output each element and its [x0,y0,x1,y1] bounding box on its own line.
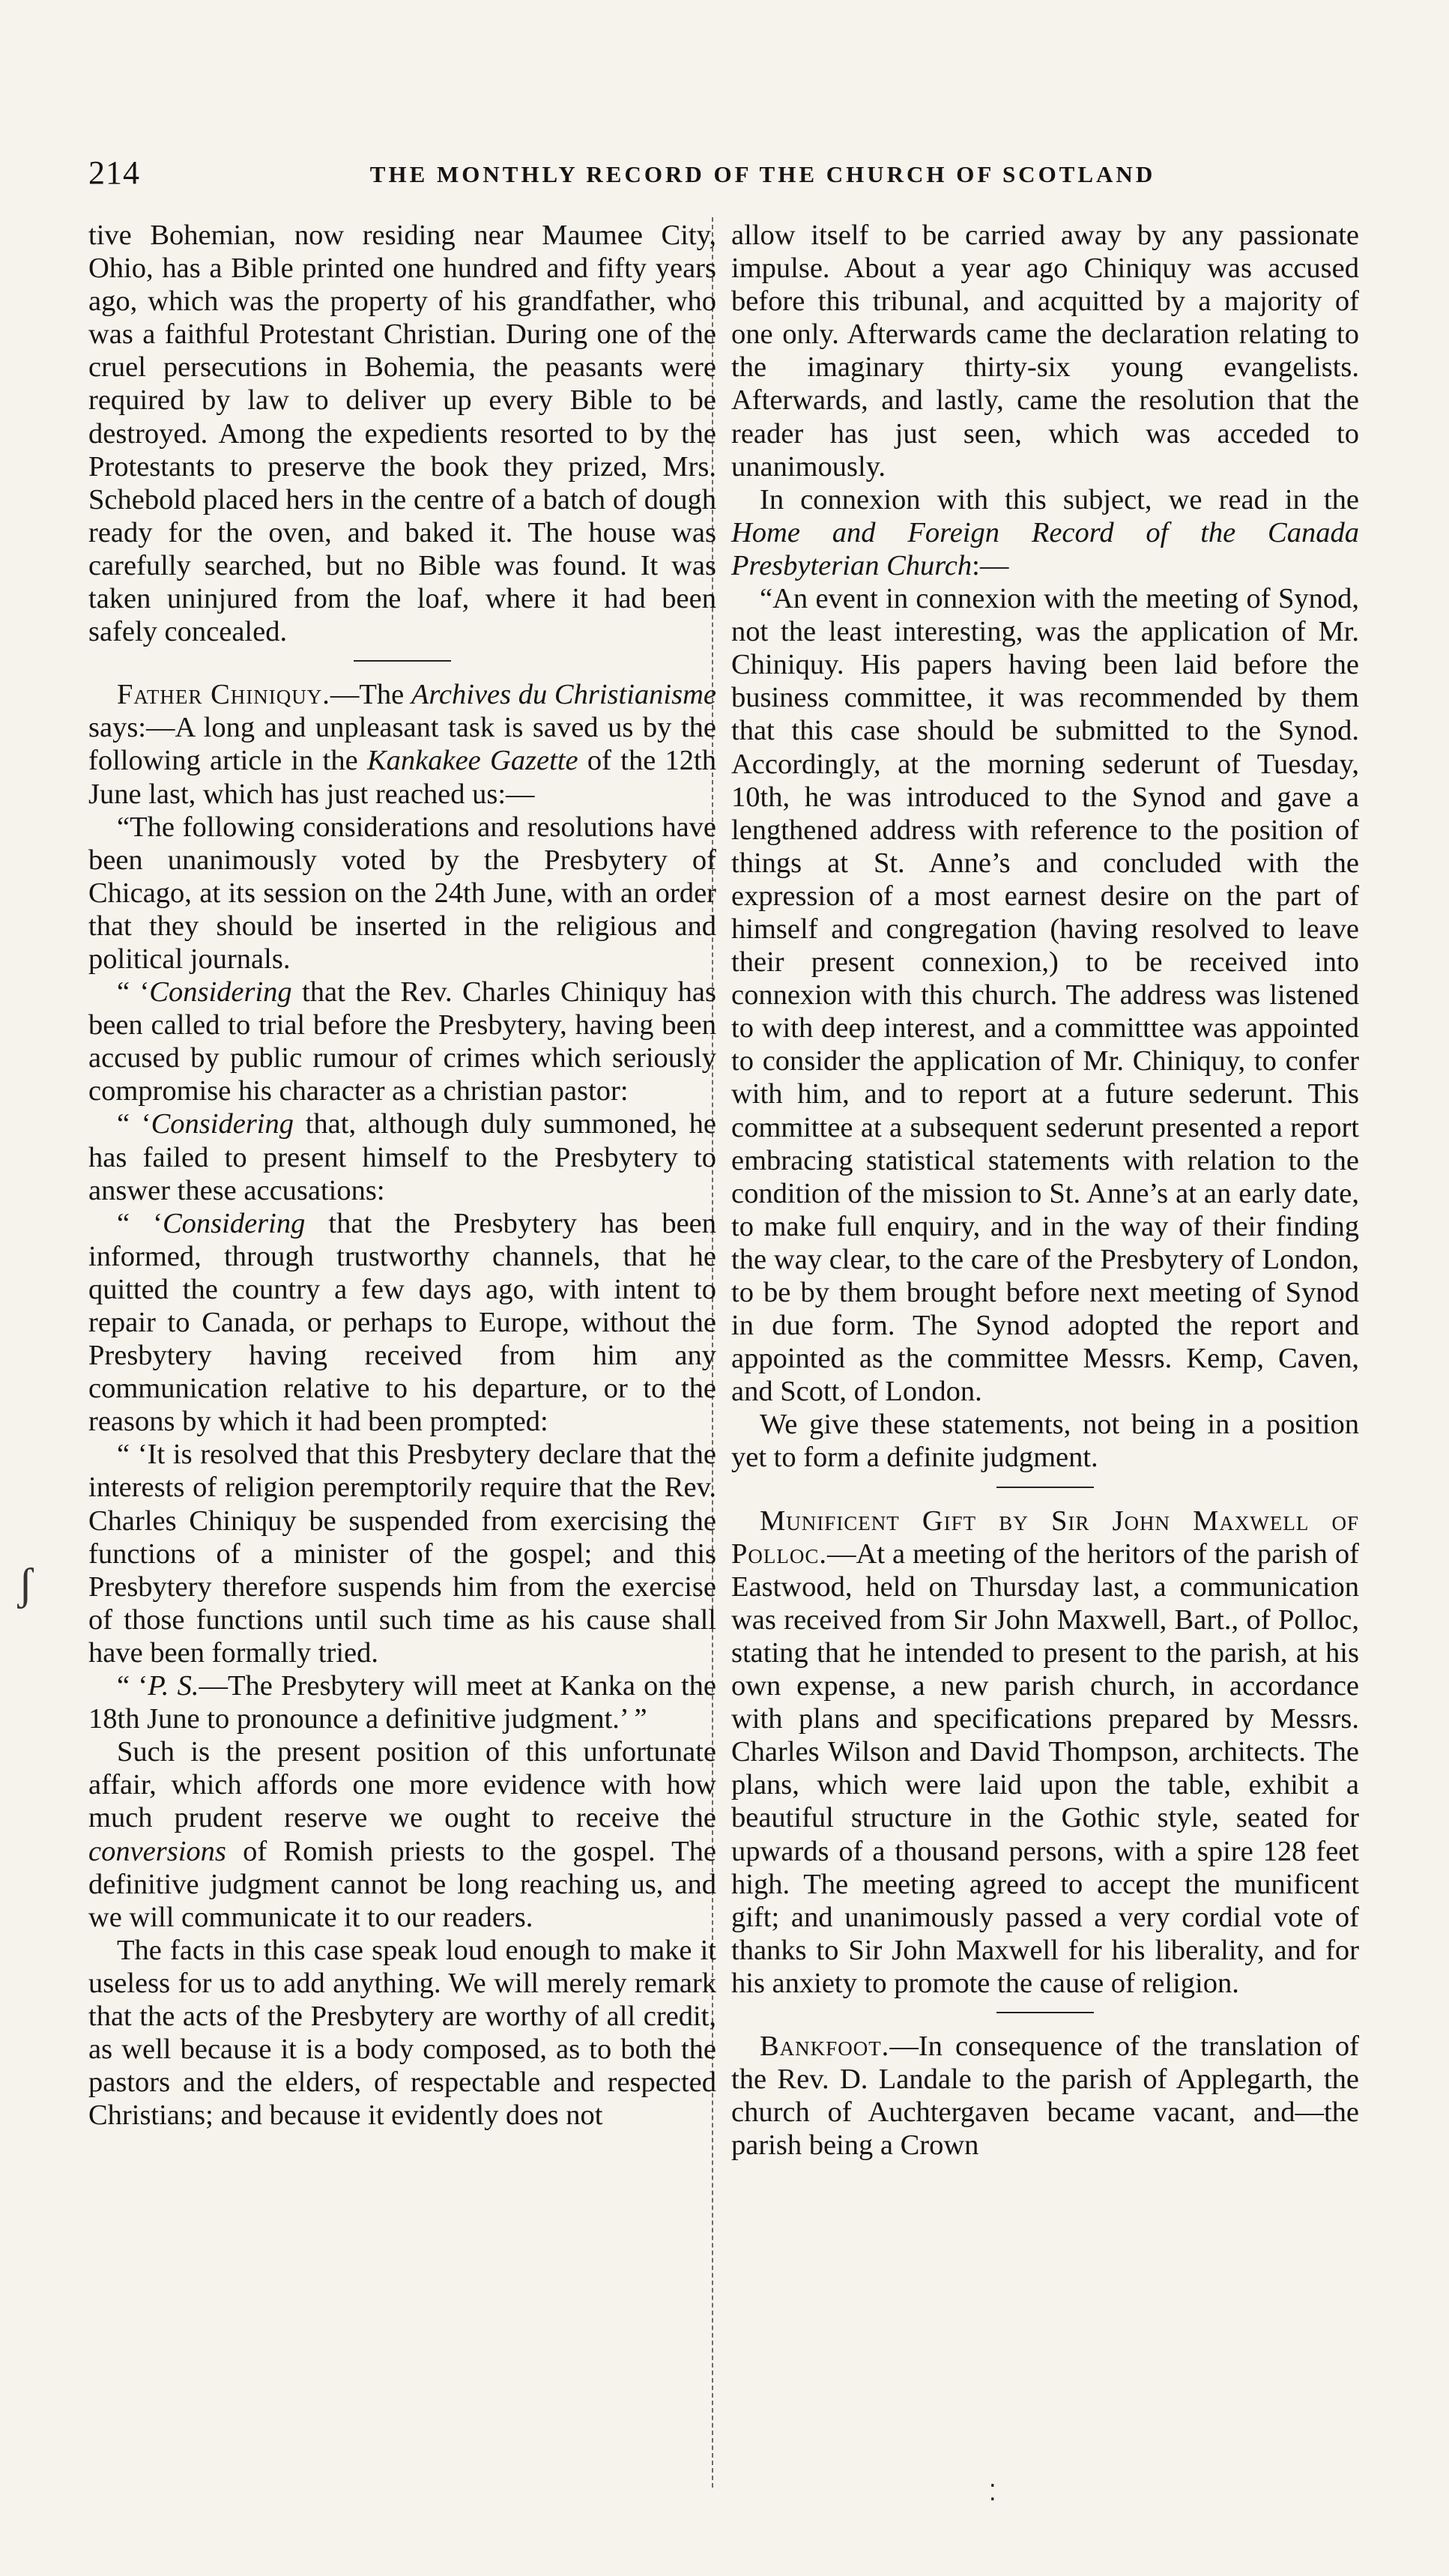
paragraph-munificent-gift: Munificent Gift by Sir John Maxwell of Polloc.—At a meeting of the heritors of the parish of Eastwood, held on Thursday last, a communication was received from Sir John Maxwell, Bart., of Polloc, stating that he intended to present to the parish, at his own expense, a new parish church, in accordance with plans and specifications prepared by Messrs. Charles Wilson and David Thompson, architects. The plans, which were laid upon the table, exhibit a beautiful structure in the Gothic style, seated for upwards of a thousand persons, with a spire 128 feet high. The meeting agreed to accept the munificent gift; and unanimously passed a very cordial vote of thanks to Sir John Maxwell for his liberality, and for his anxiety to promote the cause of religion. [731,1505,1359,1999]
section-heading-father-chiniquy: Father Chiniquy. [117,679,330,711]
section-separator [996,2012,1094,2013]
section-heading-munificent-gift: Munificent Gift by Sir John Maxwell of Polloc. [731,1505,1359,1570]
paragraph-connexion: In connexion with this subject, we read in the Home and Foreign Record of the Canada Presbyterian Church:— [731,483,1359,581]
paragraph-considering-2: “ ‘Considering that, although duly summoned, he has failed to present himself to the Presbytery to answer these accusations: [88,1108,716,1206]
margin-bracket-mark: ʃ [18,1559,33,1609]
paragraph-father-chiniquy: Father Chiniquy.—The Archives du Christianisme says:—A long and unpleasant task is saved us by the following article in the Kankakee Gazette of the 12th June last, which has just reached us:— [88,679,717,810]
paragraph-considering-1: “ ‘Considering that the Rev. Charles Chiniquy has been called to trial before the Presbytery, having been accused by public rumour of crimes which seriously compromise his character as a christian pastor: [88,976,716,1107]
paragraph-bible-story: tive Bohemian, now residing near Maumee City, Ohio, has a Bible printed one hundred and fifty years ago, which was the property of his grandfather, who was a faithful Protestant Christian. During one of the cruel persecutions in Bohemia, the peasants were required by law to deliver up every Bible to be destroyed. Among the expedients resorted to by the Protestants to preserve the book they prized, Mrs. Schebold placed hers in the centre of a batch of dough ready for the oven, and baked it. The house was carefully searched, but no Bible was found. It was taken uninjured from the loaf, where it had been safely concealed. [88,220,716,648]
paragraph-considering-3: “ ‘Considering that the Presbytery has been informed, through trustworthy channels, that he quitted the country a few days ago, with intent to repair to Canada, or perhaps to Europe, without the Presbytery having received from him any communication relative to his departure, or to the reasons by which it had been prompted: [88,1207,717,1438]
section-separator [354,660,451,662]
paragraph-continuation: allow itself to be carried away by any passionate impulse. About a year ago Chiniquy was accused before this tribunal, and acquitted by a majority of one only. Afterwards came the declaration relating to the imaginary thirty-six young evangelists. Afterwards, and lastly, came the resolution that the reader has just seen, which was acceded to unanimously. [731,220,1359,483]
publication-name: Kankakee Gazette [366,745,578,777]
paragraph-bankfoot: Bankfoot.—In consequence of the translation of the Rev. D. Landale to the parish of Applegarth, the church of Auchtergaven became vacant, and—the parish being a Crown [731,2030,1359,2162]
publication-name: Home and Foreign Record of the Canada Presbyterian Church [731,516,1359,581]
footer-mark: ⁚ [989,2481,996,2506]
paragraph-resolutions: “The following considerations and resolutions have been unanimously voted by the Presbytery of Chicago, at its session on the 24th June, with an order that they should be inserted in the religious and political journals. [88,811,716,975]
section-heading-bankfoot: Bankfoot. [760,2030,890,2062]
publication-name: Archives du Christianisme [411,679,716,711]
section-separator [996,1487,1094,1488]
left-column [88,219,716,2467]
page-header [88,154,1362,199]
paragraph-present-position: Such is the present position of this unfortunate affair, which affords one more evidence with how much prudent reserve we ought to receive the conversions of Romish priests to the gospel. The definitive judgment cannot be long reaching us, and we will communicate it to our readers. [88,1736,716,1933]
paragraph-statements: We give these statements, not being in a position yet to form a definite judgment. [731,1409,1359,1474]
page-number: 214 [88,154,140,191]
paragraph-postscript: “ ‘P. S.—The Presbytery will meet at Kanka on the 18th June to pronounce a definitive judgment.’ ” [88,1670,716,1735]
paragraph-facts: The facts in this case speak loud enough to make it useless for us to add anything. We will merely remark that the acts of the Presbytery are worthy of all credit, as well because it is a body composed, as to both the pastors and the elders, of respectable and respected Christians; and because it evidently does not [88,1934,716,2132]
running-title: THE MONTHLY RECORD OF THE CHURCH OF SCOTLAND [369,161,1156,187]
right-column [731,219,1359,2467]
paragraph-synod-event: “An event in connexion with the meeting of Synod, not the least interesting, was the application of Mr. Chiniquy. His papers having been laid before the business committee, it was recommended by them that this case should be submitted to the Synod. Accordingly, at the morning sederunt of Tuesday, 10th, he was introduced to the Synod and gave a lengthened address with reference to the position of things at St. Anne’s and concluded with the expression of a most earnest desire on the part of himself and congregation (having resolved to leave their present connexion,) to be received into connexion with this church. The address was listened to with deep interest, and a committtee was appointed to consider the application of Mr. Chiniquy, to confer with him, and to report at a future sederunt. This committee at a subsequent sederunt presented a report embracing statistical statements with relation to the condition of the mission to St. Anne’s at an early date, to make full enquiry, and in the way of their finding the way clear, to the care of the Presbytery of London, to be by them brought before next meeting of Synod in due form. The Synod adopted the report and appointed as the committee Messrs. Kemp, Caven, and Scott, of London. [731,583,1359,1408]
paragraph-resolved: “ ‘It is resolved that this Presbytery declare that the interests of religion peremptorily require that the Rev. Charles Chiniquy be suspended from exercising the functions of a minister of the gospel; and this Presbytery therefore suspends him from the exercise of those functions until such time as his cause shall have been formally tried. [88,1439,716,1669]
